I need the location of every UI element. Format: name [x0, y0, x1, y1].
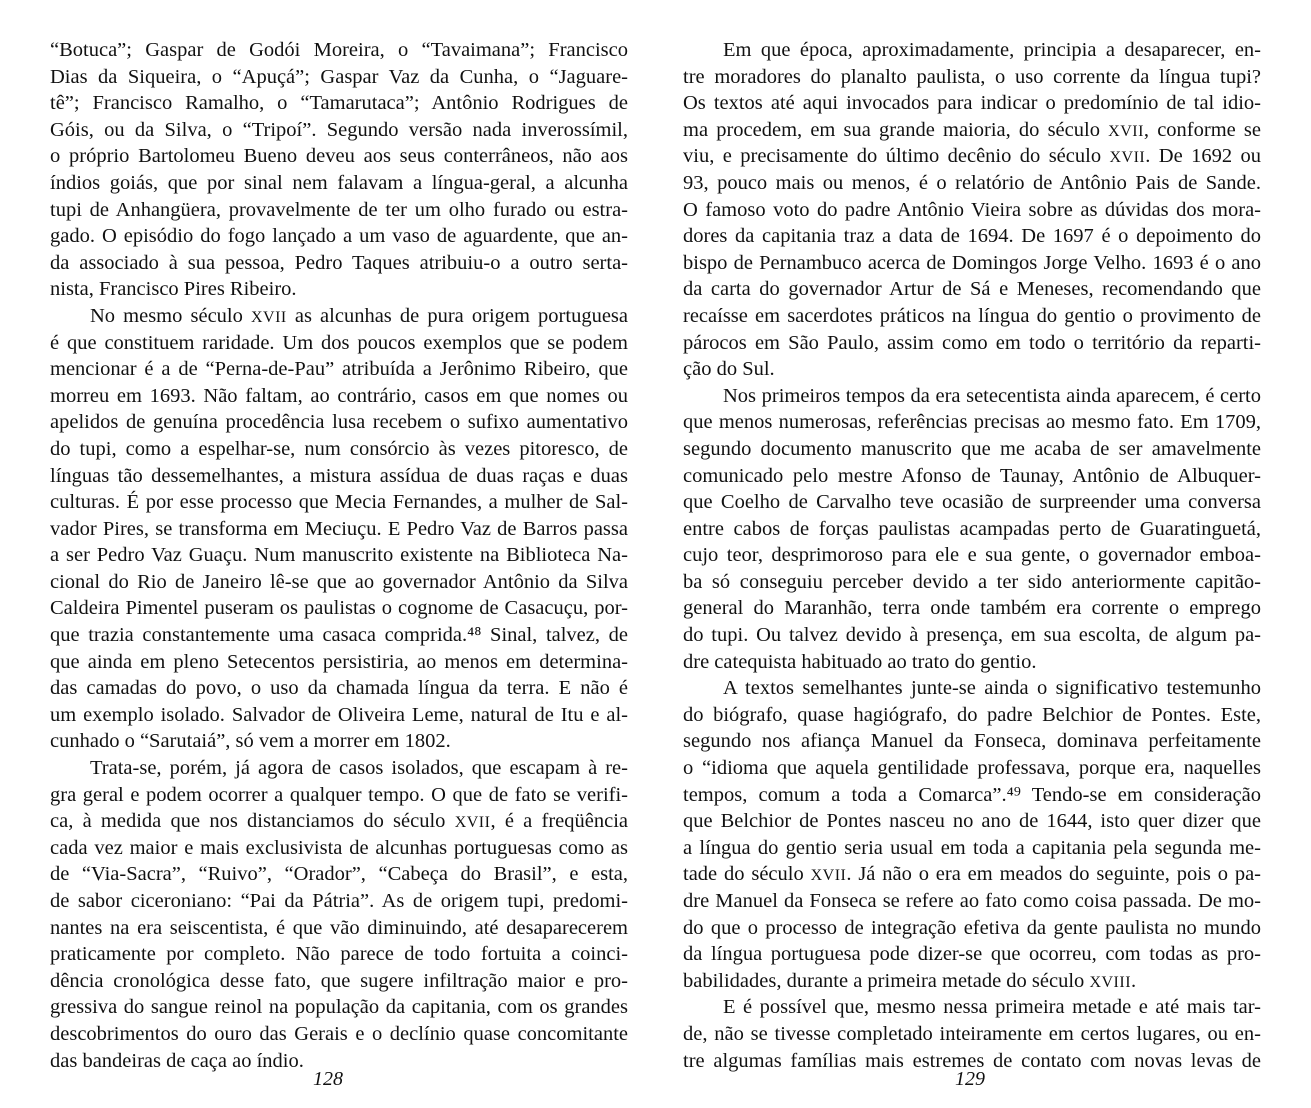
century-numeral: XVII	[810, 867, 847, 885]
text-line: apelidos de genuína procedência lusa recebem o sufixo aumentativo	[50, 411, 628, 434]
text-line: gado. O episódio do fogo lançado a um vaso de aguardente, que an-	[50, 225, 628, 248]
text-line: nantes na era seiscentista, é que vão diminuindo, até desaparecerem	[50, 916, 628, 939]
text-line: um exemplo isolado. Salvador de Oliveira Leme, natural de Itu e al-	[50, 703, 628, 726]
century-numeral: XVII	[250, 308, 287, 326]
paragraph	[50, 37, 628, 303]
text-line: da língua portuguesa pode dizer-se que ocorreu, com todas as pro-	[683, 943, 1261, 966]
paragraph	[683, 37, 1261, 383]
text-line: que Coelho de Carvalho teve ocasião de surpreender uma conversa	[683, 491, 1261, 514]
text-line: do que o processo de integração efetiva da gente paulista no mundo	[683, 916, 1261, 939]
text-line: das bandeiras de caça ao índio.	[50, 1049, 304, 1072]
text-line: dência cronológica desse fato, que sugere infiltração maior e pro-	[50, 969, 628, 992]
text-line: culturas. É por esse processo que Mecia Fernandes, a mulher de Sal-	[50, 491, 628, 514]
paragraph	[683, 383, 1261, 676]
text-line: que trazia constantemente uma casaca comprida.⁴⁸ Sinal, talvez, de	[50, 624, 628, 647]
text-line: índios goiás, que por sinal nem falavam a língua-geral, a alcunha	[50, 171, 628, 194]
text-line: de sabor ciceroniano: “Pai da Pátria”. As de origem tupi, predomi-	[50, 890, 628, 912]
text-line: da associado à sua pessoa, Pedro Taques atribuiu-o a outro serta-	[50, 251, 628, 274]
text-line: a língua do gentio seria usual em toda a capitania pela segunda me-	[683, 836, 1261, 859]
text-line: O famoso voto do padre Antônio Vieira sobre as dúvidas dos mora-	[683, 198, 1261, 221]
text-line: cunhado o “Sarutaiá”, só vem a morrer em 1802.	[50, 730, 451, 753]
text-line: tre algumas famílias mais estremes de contato com novas levas de	[683, 1049, 1261, 1072]
text-line: cada vez maior e mais exclusivista de alcunhas portuguesas como as	[50, 836, 628, 859]
paragraph	[683, 994, 1261, 1074]
text-line: nista, Francisco Pires Ribeiro.	[50, 278, 297, 301]
text-line: do tupi, como a espelhar-se, num consórcio às vezes pitoresco, de	[50, 437, 628, 460]
text-line: a ser Pedro Vaz Guaçu. Num manuscrito existente na Biblioteca Na-	[50, 544, 628, 567]
text-line: o “idioma que aquela gentilidade professava, porque era, naquelles	[683, 757, 1261, 780]
century-numeral: XVII	[1108, 122, 1144, 140]
left-page-text-column	[50, 37, 628, 1074]
paragraph	[50, 303, 628, 755]
text-line: dre catequista habituado ao trato do gentio.	[683, 650, 1037, 673]
century-numeral: XVII	[454, 814, 491, 832]
text-line: Dias da Siqueira, o “Apuçá”; Gaspar Vaz da Cunha, o “Jaguare-	[50, 65, 628, 88]
text-line: Em que época, aproximadamente, principia a desaparecer, en-	[723, 39, 1261, 61]
text-line: cional do Rio de Janeiro lê-se que ao governador Antônio da Silva	[50, 570, 628, 593]
text-line: da carta do governador Artur de Sá e Meneses, recomendando que	[683, 278, 1261, 301]
text-line: Caldeira Pimentel puseram os paulistas o cognome de Casacuçu, por-	[50, 597, 628, 620]
text-line: entre cabos de forças paulistas acampadas perto de Guaratinguetá,	[683, 517, 1261, 540]
text-line: comunicado pelo mestre Afonso de Taunay, Antônio de Albuquer-	[683, 464, 1261, 487]
text-line: de, não se tivesse completado inteiramente em certos lugares, ou en-	[683, 1022, 1261, 1045]
left-page	[0, 0, 655, 1108]
text-line: dre Manuel da Fonseca se refere ao fato como coisa passada. De mo-	[683, 890, 1261, 912]
text-line: tempos, comum a toda a Comarca”.⁴⁹ Tendo-se em consideração	[683, 783, 1261, 806]
century-numeral: XVII	[1109, 149, 1146, 167]
text-line: segundo nos afiança Manuel da Fonseca, dominava perfeitamente	[683, 730, 1261, 753]
text-line: praticamente por completo. Não parece de todo fortuita a coinci-	[50, 943, 628, 966]
paragraph	[683, 675, 1261, 994]
text-line: tre moradores do planalto paulista, o uso corrente da língua tupi?	[683, 65, 1261, 88]
text-line: ma procedem, em sua grande maioria, do século XVII, conforme se	[683, 118, 1262, 141]
text-line: general do Maranhão, terra onde também era corrente o emprego	[683, 597, 1261, 620]
text-line: Góis, ou da Silva, o “Tripoí”. Segundo versão nada inverossímil,	[50, 118, 628, 141]
right-page-text-column	[683, 37, 1261, 1074]
text-line: Os textos até aqui invocados para indicar o predomínio de tal idio-	[683, 92, 1261, 115]
text-line: bispo de Pernambuco acerca de Domingos Jorge Velho. 1693 é o ano	[683, 251, 1261, 274]
text-line: ca, à medida que nos distanciamos do século XVII, é a freqüência	[50, 810, 628, 833]
text-line: morreu em 1693. Não faltam, ao contrário, casos em que nomes ou	[50, 384, 628, 407]
text-line: viu, e precisamente do último decênio do século XVII. De 1692 ou	[683, 145, 1262, 168]
text-line: gressiva do sangue reinol na população da capitania, com os grandes	[50, 996, 628, 1019]
text-line: ção do Sul.	[683, 358, 775, 381]
text-line: que menos numerosas, referências precisas ao mesmo fato. Em 1709,	[683, 411, 1261, 434]
text-line: é que constituem raridade. Um dos poucos exemplos que se podem	[50, 331, 628, 354]
text-line: descobrimentos do ouro das Gerais e o declínio quase concomitante	[50, 1022, 628, 1045]
text-line: E é possível que, mesmo nessa primeira metade e até mais tar-	[723, 996, 1261, 1019]
text-line: 93, pouco mais ou menos, é o relatório de Antônio Pais de Sande.	[683, 171, 1261, 194]
text-line: tupi de Anhangüera, provavelmente de ter um olho furado ou estra-	[50, 198, 628, 221]
text-line: das camadas do povo, o uso da chamada língua da terra. E não é	[50, 677, 628, 700]
text-line: o próprio Bartolomeu Bueno deveu aos seus conterrâneos, não aos	[50, 145, 628, 168]
text-line: do tupi. Ou talvez devido à presença, em sua escolta, de algum pa-	[683, 624, 1261, 647]
text-line: línguas tão dessemelhantes, a mistura assídua de duas raças e duas	[50, 464, 628, 487]
text-line: que Belchior de Pontes nasceu no ano de 1644, isto quer dizer que	[683, 810, 1261, 833]
text-line: A textos semelhantes junte-se ainda o significativo testemunho	[723, 677, 1261, 700]
text-line: tade do século XVII. Já não o era em meados do seguinte, pois o pa-	[683, 863, 1262, 886]
text-line: tê”; Francisco Ramalho, o “Tamarutaca”; Antônio Rodrigues de	[50, 92, 628, 115]
right-page	[655, 0, 1311, 1108]
text-line: vador Pires, se transforma em Meciuçu. E Pedro Vaz de Barros passa	[50, 517, 628, 540]
text-line: mencionar é a de “Perna-de-Pau” atribuída a Jerônimo Ribeiro, que	[50, 358, 628, 381]
text-line: gra geral e podem ocorrer a qualquer tempo. O que de fato se verifi-	[50, 783, 628, 806]
text-line: do biógrafo, quase hagiógrafo, do padre Belchior de Pontes. Este,	[683, 703, 1261, 726]
page-number-left: 128	[313, 1068, 343, 1090]
text-line: ba só conseguiu perceber devido a ter sido anteriormente capitão-	[683, 570, 1261, 593]
text-line: Nos primeiros tempos da era setecentista ainda aparecem, é certo	[723, 384, 1261, 407]
century-numeral: XVIII	[1089, 973, 1132, 991]
text-line: “Botuca”; Gaspar de Godói Moreira, o “Tavaimana”; Francisco	[50, 39, 628, 61]
text-line: cujo teor, desprimoroso para ele e sua gente, o governador emboa-	[683, 544, 1261, 567]
text-line: babilidades, durante a primeira metade do século XVIII.	[683, 969, 1137, 992]
text-line: de “Via-Sacra”, “Ruivo”, “Orador”, “Cabeça do Brasil”, e esta,	[50, 863, 628, 886]
text-line: segundo documento manuscrito que me acaba de ser amavelmente	[683, 437, 1261, 460]
paragraph	[50, 755, 628, 1074]
text-line: párocos em São Paulo, assim como em todo o território da reparti-	[683, 331, 1261, 354]
text-line: dores da capitania traz a data de 1694. De 1697 é o depoimento do	[683, 225, 1261, 248]
text-line: que ainda em pleno Setecentos persistiria, ao menos em determina-	[50, 650, 628, 673]
text-line: recaísse em sacerdotes práticos na língua do gentio o provimento de	[683, 304, 1261, 327]
page-number-right: 129	[955, 1068, 985, 1090]
text-line: Trata-se, porém, já agora de casos isolados, que escapam à re-	[90, 757, 628, 780]
text-line: No mesmo século XVII as alcunhas de pura origem portuguesa	[90, 304, 628, 327]
